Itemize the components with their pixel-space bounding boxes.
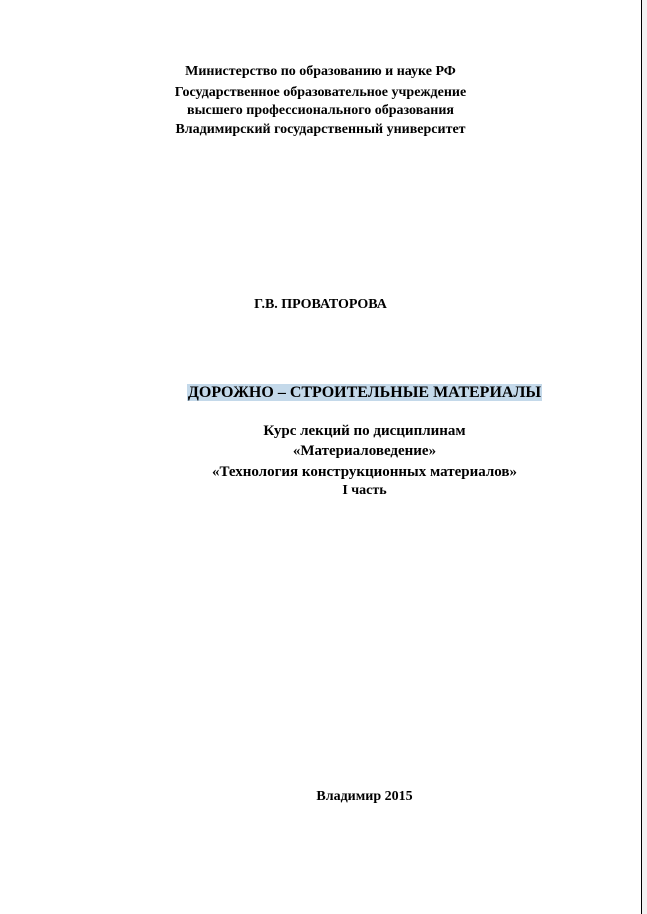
page-edge-shadow bbox=[642, 0, 647, 914]
subtitle-line-discipline-2: «Технология конструкционных материалов» bbox=[211, 464, 518, 480]
ministry-line: Министерство по образованию и науке РФ bbox=[185, 64, 456, 79]
education-level-line: высшего профессионального образования bbox=[187, 103, 454, 118]
part-number: I часть bbox=[342, 483, 387, 498]
subtitle-line-course: Курс лекций по дисциплинам bbox=[263, 423, 466, 439]
city-year: Владимир 2015 bbox=[316, 789, 413, 804]
document-title bbox=[0, 383, 647, 403]
university-name-line: Владимирский государственный университет bbox=[175, 122, 466, 137]
subtitle-line-discipline-1: «Материаловедение» bbox=[292, 443, 437, 459]
author-name: Г.В. ПРОВАТОРОВА bbox=[254, 297, 387, 312]
institution-type-line: Государственное образовательное учреждение bbox=[174, 85, 467, 100]
document-title-text: ДОРОЖНО – СТРОИТЕЛЬНЫЕ МАТЕРИАЛЫ bbox=[187, 384, 542, 401]
